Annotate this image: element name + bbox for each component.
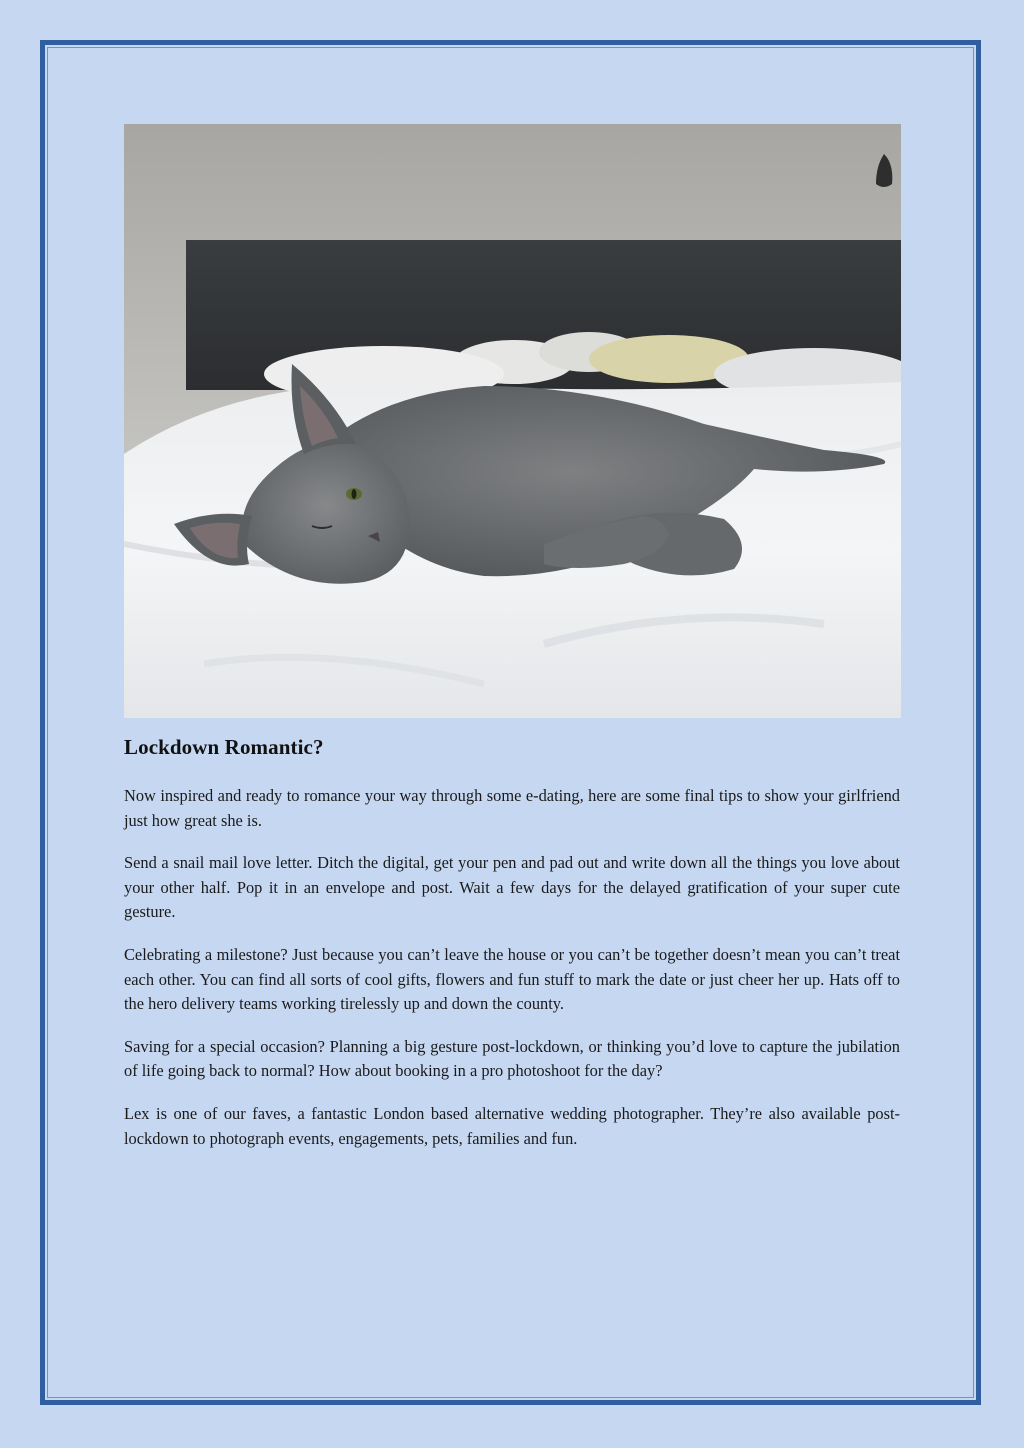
paragraph-milestone: Celebrating a milestone? Just because you can’t leave the house or you can’t be together doesn’t mean you can’t treat each other. You can find all sorts of cool gifts, flowers and fun stuff to mark the date or just cheer her up. Hats off to the hero delivery teams working tirelessly up and down the county. bbox=[124, 944, 900, 1014]
paragraph-intro: Now inspired and ready to romance your way through some e-dating, here are some final tips to show your girlfriend just how great she is. bbox=[124, 786, 900, 830]
paragraph-photographer: Lex is one of our faves, a fantastic London based alternative wedding photographer. They’re also available post-lockdown to photograph events, engagements, pets, families and fun. bbox=[124, 1103, 900, 1148]
article-heading: Lockdown Romantic? bbox=[124, 735, 324, 759]
paragraph-snail-mail: Send a snail mail love letter. Ditch the digital, get your pen and pad out and write down all the things you love about your other half. Pop it in an envelope and post. Wait a few days for the delayed gratification of your super cute gesture. bbox=[124, 853, 900, 922]
page-frame bbox=[40, 40, 981, 1405]
cat-on-bed-photo bbox=[124, 124, 901, 718]
article-content bbox=[124, 735, 900, 1169]
paragraph-special-occasion: Saving for a special occasion? Planning a big gesture post-lockdown, or thinking you’d love to capture the jubilation of life going back to normal? How about booking in a pro photoshoot for the day? bbox=[124, 1036, 900, 1081]
